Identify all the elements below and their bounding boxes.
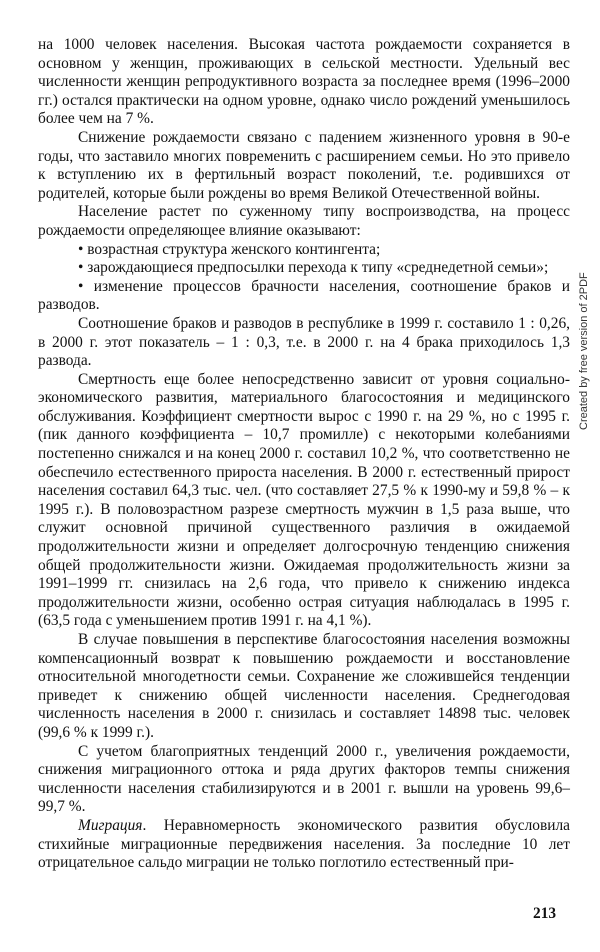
list-item: • изменение процессов брачности населения, соотношение браков и разводов.: [38, 277, 570, 314]
paragraph-2: Снижение рождаемости связано с падением жизненного уровня в 90-е годы, что заставило многих повременить с расширением семьи. Но это привело к вступлению их в фертильный возраст поколений, т.е. родившихся от родителей, которые были рождены во время Великой Отечественной войны.: [38, 128, 570, 202]
paragraph-3: Население растет по суженному типу воспроизводства, на процесс рождаемости определяющее влияние оказывают:: [38, 203, 570, 239]
list-item: • зарождающиеся предпосылки перехода к типу «среднедетной семьи»;: [78, 259, 549, 277]
paragraph-marriages: Соотношение браков и разводов в республике в 1999 г. составило 1 : 0,26, в 2000 г. этот показатель – 1 : 0,3, т.е. в 2000 г. на 4 брака приходилось 1,3 развода.: [38, 314, 570, 370]
page-number: 213: [533, 905, 557, 922]
paragraph-1: на 1000 человек населения. Высокая частота рождаемости сохраняется в основном у женщин, проживающих в сельской местности. Удельный вес численности женщин репродуктивного возраста за последнее время (1996–2000 гг.) остался практически на одном уровне, однако число рождений уменьшилось более чем на 7 %.: [38, 36, 570, 128]
migration-heading: Миграция: [78, 816, 143, 834]
list-item: • возрастная структура женского контингента;: [78, 240, 381, 258]
migration-text: . Неравномерность экономического развития обусловила стихийные миграционные передвижения населения. За последние 10 лет отрицательное сальдо миграции не только поглотило естественный при-: [38, 816, 570, 872]
page-body: [38, 36, 570, 873]
paragraph-welfare: В случае повышения в перспективе благосостояния населения возможны компенсационный возврат к повышению рождаемости и восстановление относительной многодетности семьи. Сохранение же сложившейся тенденции приведет к снижению общей численности населения. Среднегодовая численность населения в 2000 г. снизилась и составляет 14898 тыс. человек (99,6 % к 1999 г.).: [38, 631, 570, 741]
paragraph-mortality: Смертность еще более непосредственно зависит от уровня социально-экономического развития, материального благосостояния и медицинского обслуживания. Коэффициент смертности вырос с 1990 г. на 29 %, но с 1995 г. (пик данного коэффициента – 10,7 промилле) с некоторыми колебаниями постепенно снижался и на конец 2000 г. составил 10,2 %, что соответственно не обеспечило естественного прироста населения. В 2000 г. естественный прирост населения составил 64,3 тыс. чел. (что составляет 27,5 % к 1990-му и 59,8 % – к 1995 г.). В половозрастном разрезе смертность мужчин в 1,5 раза выше, что служит основной причиной существенного различия в ожидаемой продолжительности жизни и определяет долгосрочную тенденцию снижения общей продолжительности жизни. Ожидаемая продолжительность жизни за 1991–1999 гг. снизилась на 2,6 года, что привело к снижению индекса продолжительности жизни, особенно острая ситуация наблюдалась в 1995 г. (63,5 года с уменьшением против 1991 г. на 4,1 %).: [38, 370, 570, 630]
paragraph-trends: С учетом благоприятных тенденций 2000 г., увеличения рождаемости, снижения миграционного оттока и ряда других факторов темпы снижения численности населения стабилизируются и в 2001 г. вышли на уровень 99,6– 99,7 %.: [38, 742, 570, 816]
paragraph-migration: [38, 817, 570, 873]
watermark-text: Created by free version of 2PDF: [578, 272, 590, 430]
